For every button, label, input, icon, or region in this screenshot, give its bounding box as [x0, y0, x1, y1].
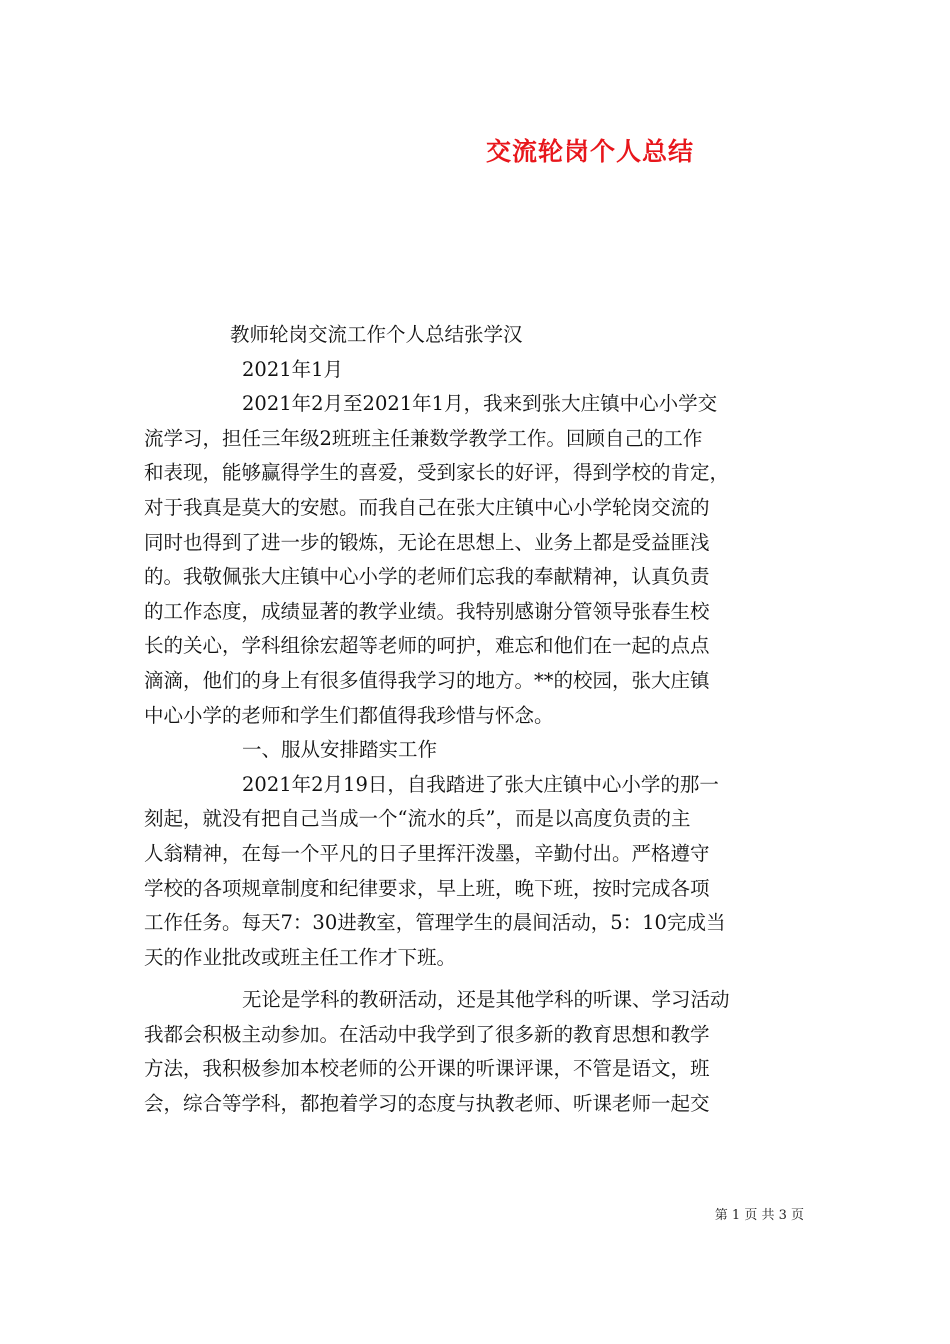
section-heading: 一、服从安排踏实工作 [242, 738, 438, 762]
paragraph-line: 会，综合等学科，都抱着学习的态度与执教老师、听课老师一起交 [144, 1092, 710, 1116]
paragraph-line: 滴滴，他们的身上有很多值得我学习的地方。**的校园，张大庄镇 [144, 668, 710, 692]
paragraph-line: 长的关心，学科组徐宏超等老师的呵护，难忘和他们在一起的点点 [144, 634, 710, 658]
paragraph-line: 对于我真是莫大的安慰。而我自己在张大庄镇中心小学轮岗交流的 [144, 495, 710, 519]
paragraph-line: 人翁精神，在每一个平凡的日子里挥汗泼墨，辛勤付出。严格遵守 [144, 841, 710, 865]
paragraph-line: 无论是学科的教研活动，还是其他学科的听课、学习活动 [242, 988, 730, 1012]
paragraph-line: 方法，我积极参加本校老师的公开课的听课评课，不管是语文，班 [144, 1057, 710, 1081]
paragraph-2 [144, 768, 812, 976]
paragraph-line: 刻起，就没有把自己当成一个“流水的兵”，而是以高度负责的主 [144, 807, 691, 831]
page-number: 第 1 页 共 3 页 [714, 1208, 804, 1223]
document-title: 交流轮岗个人总结 [485, 137, 694, 166]
paragraph-line: 天的作业批改或班主任工作才下班。 [144, 945, 457, 969]
paragraph-line: 2021年2月至2021年1月，我来到张大庄镇中心小学交 [242, 392, 718, 416]
paragraph-line: 的。我敬佩张大庄镇中心小学的老师们忘我的奉献精神，认真负责 [144, 565, 710, 589]
document-subtitle: 教师轮岗交流工作个人总结张学汉 [230, 323, 523, 346]
paragraph-3 [144, 983, 812, 1121]
paragraph-line: 同时也得到了进一步的锻炼，无论在思想上、业务上都是受益匪浅 [144, 530, 710, 554]
paragraph-line: 的工作态度，成绩显著的教学业绩。我特别感谢分管领导张春生校 [144, 599, 710, 623]
paragraph-line: 我都会积极主动参加。在活动中我学到了很多新的教育思想和教学 [144, 1022, 710, 1046]
paragraph-1 [144, 387, 812, 733]
paragraph-line: 流学习，担任三年级2班班主任兼数学教学工作。回顾自己的工作 [144, 426, 703, 450]
paragraph-line: 学校的各项规章制度和纪律要求，早上班，晚下班，按时完成各项 [144, 876, 710, 900]
document-body [144, 318, 812, 1122]
paragraph-line: 工作任务。每天7：30进教室，管理学生的晨间活动，5：10完成当 [144, 911, 726, 935]
paragraph-line: 2021年2月19日，自我踏进了张大庄镇中心小学的那一 [242, 772, 719, 796]
paragraph-line: 和表现，能够赢得学生的喜爱，受到家长的好评，得到学校的肯定， [144, 461, 730, 485]
document-date: 2021年1月 [242, 357, 344, 381]
paragraph-line: 中心小学的老师和学生们都值得我珍惜与怀念。 [144, 703, 554, 727]
paragraph-spacer [144, 975, 812, 983]
